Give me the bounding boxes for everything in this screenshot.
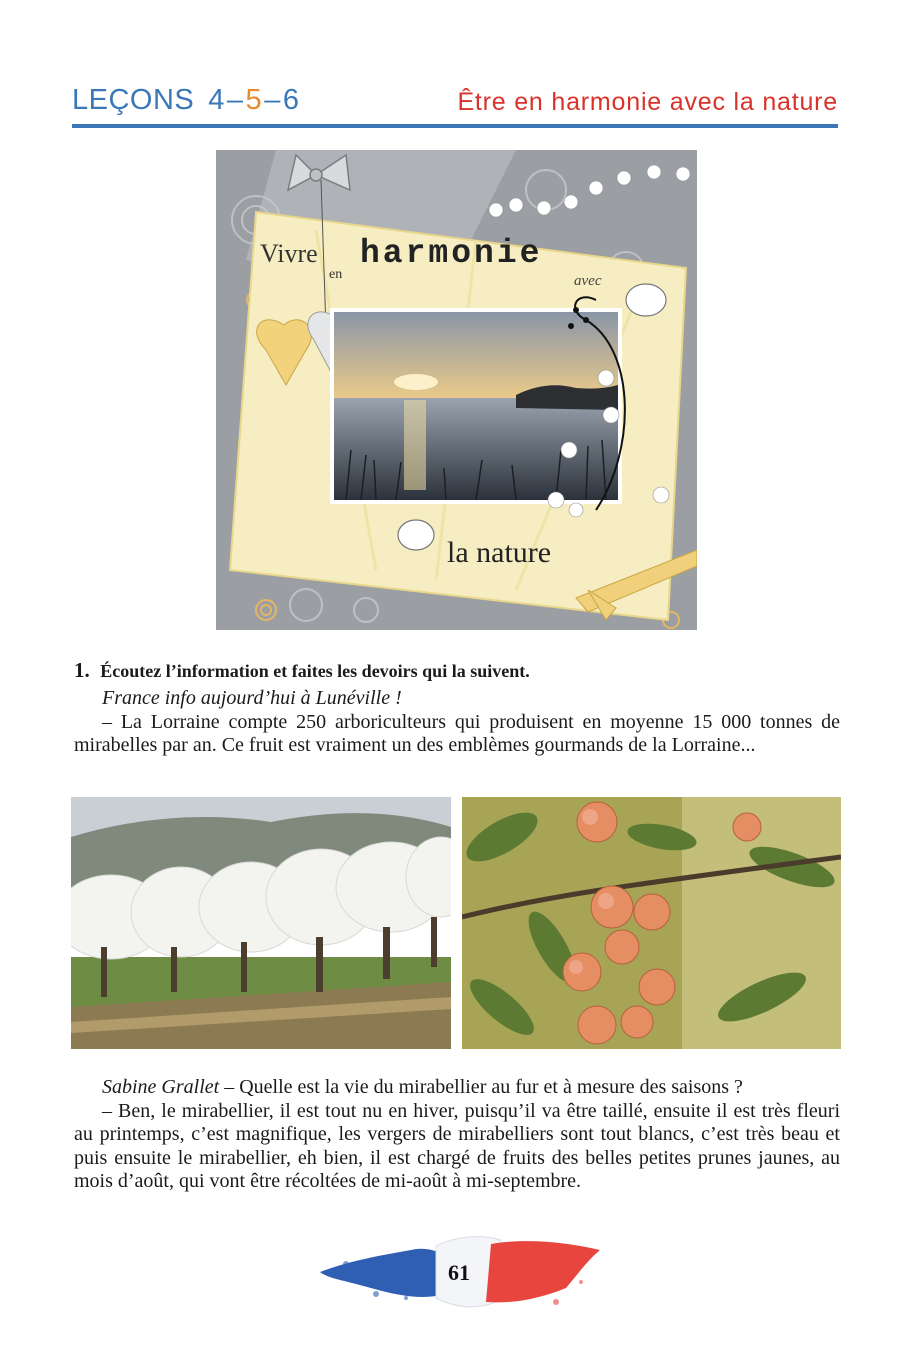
hero-word-la-nature: la nature [447,536,552,569]
source-line: France info aujourd’hui à Lunéville ! [102,687,402,709]
plums-illustration [462,797,841,1049]
hero-scrapbook-image [216,150,697,630]
lesson-number-5: 5 [245,84,263,116]
lesson-label [72,84,299,117]
hero-word-harmonie: harmonie [360,235,543,272]
question-text: – Quelle est la vie du mirabellier au fur et à mesure des saisons ? [219,1076,743,1098]
hero-illustration [216,150,697,630]
lesson-separator: – [226,84,244,116]
mirabelle-plums-photo [462,797,841,1049]
exercise-heading [74,658,840,683]
lesson-number-4: 4 [208,84,225,116]
lecons-word: LEÇONS [72,84,195,116]
lesson-header [72,80,838,130]
header-divider [72,124,838,128]
hero-word-vivre: Vivre [260,239,318,268]
exercise-instruction: Écoutez l’information et faites les devoirs qui la suivent. [100,661,530,681]
paragraph-intro: – La Lorraine compte 250 arboriculteurs qui produisent en moyenne 15 000 tonnes de mirabelles par an. Ce fruit est vraiment un des emblèmes gourmands de la Lorraine... [74,710,840,756]
exercise-1 [74,658,840,758]
hero-word-en: en [329,267,343,282]
speaker-name: Sabine Grallet [102,1076,220,1098]
orchard-illustration [71,797,451,1049]
page-footer [316,1232,602,1314]
dialogue [74,1076,840,1194]
hero-word-avec: avec [574,273,602,289]
exercise-number: 1. [74,658,90,682]
dialogue-answer: – Ben, le mirabellier, il est tout nu en hiver, puisqu’il va être taillé, ensuite il est très fleuri au printemps, c’est magnifique, les vergers de mirabelliers sont tout blancs, c’est très beau et puis ensuite le mirabellier, eh bien, il est chargé de fruits des belles petites prunes jaunes, au mois d’août, qui vont être récoltées de mi-août à mi-septembre. [74,1099,840,1192]
lesson-title: Être en harmonie avec la nature [457,88,838,116]
lesson-separator: – [264,84,281,116]
orchard-photo [71,797,451,1049]
lesson-number-6: 6 [282,84,300,116]
dialogue-question [74,1076,840,1100]
page-number: 61 [448,1260,470,1285]
